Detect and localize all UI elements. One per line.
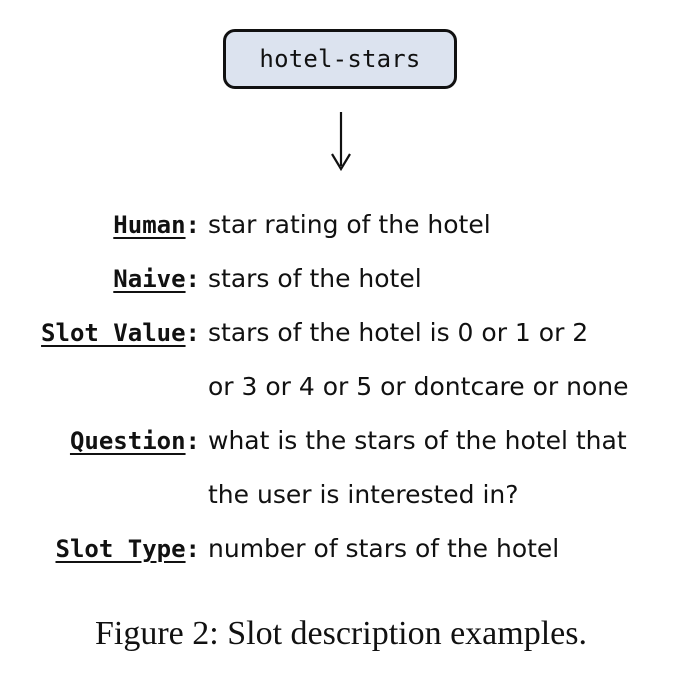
description-text: the user is interested in? xyxy=(208,480,519,509)
description-row-question xyxy=(0,426,682,480)
figure-caption: Figure 2: Slot description examples. xyxy=(95,615,587,652)
description-text: star rating of the hotel xyxy=(208,210,491,239)
down-arrow-icon xyxy=(326,110,356,172)
description-row-naive xyxy=(0,264,682,318)
label-separator: : xyxy=(185,319,200,347)
description-label: Naive xyxy=(113,265,186,293)
slot-descriptions xyxy=(0,210,682,588)
label-separator: : xyxy=(185,211,200,239)
description-label: Slot Value xyxy=(41,319,186,347)
description-row-slot-value-cont xyxy=(0,372,682,426)
description-row-slot-value xyxy=(0,318,682,372)
description-text: or 3 or 4 or 5 or dontcare or none xyxy=(208,372,629,401)
description-row-question-cont xyxy=(0,480,682,534)
description-label: Slot Type xyxy=(55,535,186,563)
description-text: number of stars of the hotel xyxy=(208,534,560,563)
description-text: stars of the hotel is 0 or 1 or 2 xyxy=(208,318,589,347)
label-separator: : xyxy=(185,535,200,563)
description-text: stars of the hotel xyxy=(208,264,422,293)
description-text: what is the stars of the hotel that xyxy=(208,426,627,455)
description-label: Human xyxy=(113,211,186,239)
label-separator: : xyxy=(185,265,200,293)
description-row-slot-type xyxy=(0,534,682,588)
slot-name-box xyxy=(223,29,457,89)
slot-name: hotel-stars xyxy=(259,45,421,73)
description-label: Question xyxy=(69,427,186,455)
label-separator: : xyxy=(185,427,200,455)
description-row-human xyxy=(0,210,682,264)
